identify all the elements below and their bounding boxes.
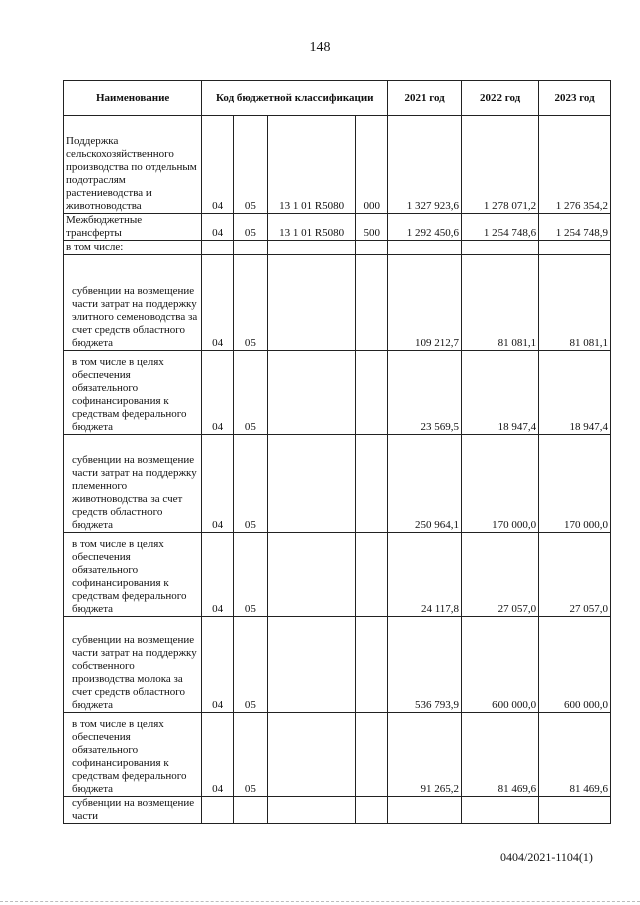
row-2023: 27 057,0 [539,533,611,617]
row-name: субвенции на возмещение части затрат на поддержку племенного животноводства за счет средств областного бюджета [64,435,202,533]
table-row [64,713,611,797]
row-name: субвенции на возмещение части [64,797,202,824]
row-2023: 1 276 354,2 [539,116,611,214]
row-vr [356,797,388,824]
row-vr [356,713,388,797]
row-vr [356,241,388,255]
row-2021: 91 265,2 [388,713,462,797]
table-row [64,241,611,255]
row-vr: 500 [356,214,388,241]
row-2022 [462,797,539,824]
row-vr: 000 [356,116,388,214]
table-row [64,533,611,617]
row-name: субвенции на возмещение части затрат на поддержку собственного производства молока за счет средств областного бюджета [64,617,202,713]
row-vr [356,255,388,351]
row-2023: 81 081,1 [539,255,611,351]
row-pr: 05 [234,617,268,713]
row-vr [356,617,388,713]
document-code: 0404/2021-1104(1) [500,850,593,864]
row-rz [202,241,234,255]
row-name: в том числе в целях обеспечения обязательного софинансирования к средствам федерального бюджета [64,351,202,435]
row-2022: 170 000,0 [462,435,539,533]
table-row [64,214,611,241]
row-2023: 18 947,4 [539,351,611,435]
row-2023: 81 469,6 [539,713,611,797]
row-vr [356,533,388,617]
row-2022: 27 057,0 [462,533,539,617]
header-2021: 2021 год [388,81,462,116]
row-2021: 250 964,1 [388,435,462,533]
row-rz: 04 [202,116,234,214]
row-2021: 536 793,9 [388,617,462,713]
row-2022: 81 081,1 [462,255,539,351]
row-name: в том числе в целях обеспечения обязательного софинансирования к средствам федерального бюджета [64,533,202,617]
header-name: Наименование [64,81,202,116]
table-row [64,255,611,351]
row-rz: 04 [202,533,234,617]
row-pr: 05 [234,214,268,241]
row-name: Поддержка сельскохозяйственного производства по отдельным подотраслям растениеводства и животноводства [64,116,202,214]
row-rz [202,797,234,824]
header-code: Код бюджетной классификации [202,81,388,116]
row-2021: 24 117,8 [388,533,462,617]
row-csr [267,533,356,617]
row-2022: 81 469,6 [462,713,539,797]
row-pr [234,241,268,255]
row-name: Межбюджетные трансферты [64,214,202,241]
row-2022: 1 278 071,2 [462,116,539,214]
row-pr: 05 [234,351,268,435]
row-csr: 13 1 01 R5080 [267,214,356,241]
row-pr [234,797,268,824]
row-2023: 1 254 748,9 [539,214,611,241]
row-2022: 18 947,4 [462,351,539,435]
scan-edge-line [0,901,640,903]
budget-table [63,80,611,824]
row-csr [267,435,356,533]
row-csr [267,617,356,713]
row-2022 [462,241,539,255]
row-2021: 23 569,5 [388,351,462,435]
row-rz: 04 [202,617,234,713]
table-row [64,617,611,713]
row-csr [267,351,356,435]
row-2023 [539,797,611,824]
row-pr: 05 [234,116,268,214]
row-rz: 04 [202,214,234,241]
row-csr [267,713,356,797]
row-2023 [539,241,611,255]
row-pr: 05 [234,533,268,617]
row-csr [267,797,356,824]
table-row [64,797,611,824]
table-row [64,351,611,435]
row-rz: 04 [202,713,234,797]
row-csr [267,241,356,255]
row-2021: 1 327 923,6 [388,116,462,214]
row-vr [356,435,388,533]
row-pr: 05 [234,255,268,351]
row-name: субвенции на возмещение части затрат на поддержку элитного семеноводства за счет средств областного бюджета [64,255,202,351]
row-rz: 04 [202,351,234,435]
row-vr [356,351,388,435]
row-2022: 1 254 748,6 [462,214,539,241]
row-csr: 13 1 01 R5080 [267,116,356,214]
row-pr: 05 [234,713,268,797]
page-number: 148 [309,40,331,55]
row-2023: 170 000,0 [539,435,611,533]
row-2021 [388,241,462,255]
row-name: в том числе в целях обеспечения обязательного софинансирования к средствам федерального бюджета [64,713,202,797]
table-row [64,435,611,533]
row-2022: 600 000,0 [462,617,539,713]
table-row [64,116,611,214]
row-2023: 600 000,0 [539,617,611,713]
row-pr: 05 [234,435,268,533]
row-2021 [388,797,462,824]
header-2022: 2022 год [462,81,539,116]
row-csr [267,255,356,351]
header-2023: 2023 год [539,81,611,116]
row-rz: 04 [202,435,234,533]
row-name: в том числе: [64,241,202,255]
row-2021: 109 212,7 [388,255,462,351]
row-2021: 1 292 450,6 [388,214,462,241]
row-rz: 04 [202,255,234,351]
table-header-row [64,81,611,116]
